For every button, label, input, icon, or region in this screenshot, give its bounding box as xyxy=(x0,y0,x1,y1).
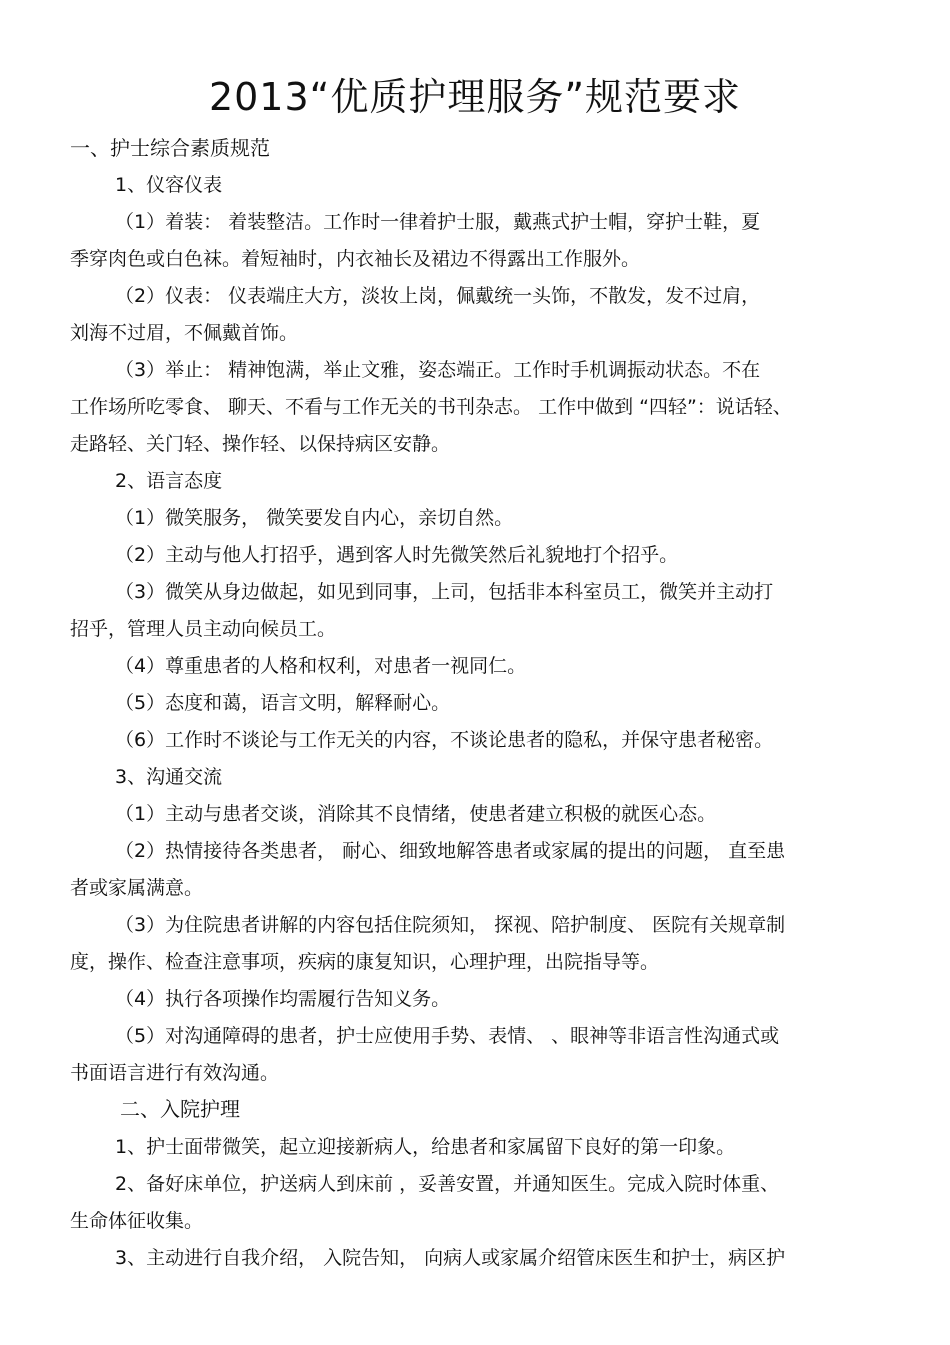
paragraph-line: （2）仪表： 仪表端庄大方，淡妆上岗，佩戴统一头饰，不散发，发不过肩， xyxy=(115,285,761,307)
paragraph-line: （3）为住院患者讲解的内容包括住院须知， 探视、陪护制度、 医院有关规章制 xyxy=(115,914,786,936)
paragraph-line: 度，操作、检查注意事项，疾病的康复知识，心理护理，出院指导等。 xyxy=(70,951,660,973)
paragraph-line: （1）着装： 着装整洁。工作时一律着护士服，戴燕式护士帽，穿护士鞋，夏 xyxy=(115,211,761,233)
paragraph-line: 刘海不过眉，不佩戴首饰。 xyxy=(70,322,299,344)
paragraph-line: （6）工作时不谈论与工作无关的内容，不谈论患者的隐私，并保守患者秘密。 xyxy=(115,729,774,751)
paragraph-line: （3）微笑从身边做起，如见到同事，上司，包括非本科室员工，微笑并主动打 xyxy=(115,581,774,603)
subsection-heading: 3、沟通交流 xyxy=(115,766,223,788)
paragraph-line: （1）微笑服务， 微笑要发自内心，亲切自然。 xyxy=(115,507,514,529)
paragraph-line: （4）尊重患者的人格和权利，对患者一视同仁。 xyxy=(115,655,527,677)
section-heading: 二、入院护理 xyxy=(120,1097,240,1121)
paragraph-line: （3）举止： 精神饱满，举止文雅，姿态端正。工作时手机调振动状态。不在 xyxy=(115,359,761,381)
paragraph-line: （2）热情接待各类患者， 耐心、细致地解答患者或家属的提出的问题， 直至患 xyxy=(115,840,786,862)
paragraph-line: （1）主动与患者交谈，消除其不良情绪，使患者建立积极的就医心态。 xyxy=(115,803,717,825)
paragraph-line: （4）执行各项操作均需履行告知义务。 xyxy=(115,988,451,1010)
paragraph-line: （2）主动与他人打招乎，遇到客人时先微笑然后礼貌地打个招乎。 xyxy=(115,544,679,566)
paragraph-line: 书面语言进行有效沟通。 xyxy=(70,1062,280,1084)
document-title: 2013“优质护理服务”规范要求 xyxy=(208,75,742,119)
paragraph-line: 季穿肉色或白色袜。着短袖时，内衣袖长及裙边不得露出工作服外。 xyxy=(70,248,641,270)
paragraph-line: 2、备好床单位，护送病人到床前 ，妥善安置，并通知医生。完成入院时体重、 xyxy=(115,1173,780,1195)
paragraph-line: （5）对沟通障碍的患者，护士应使用手势、表情、 、眼神等非语言性沟通式或 xyxy=(115,1025,780,1047)
paragraph-line: 生命体征收集。 xyxy=(70,1210,204,1232)
paragraph-line: （5）态度和蔼，语言文明，解释耐心。 xyxy=(115,692,451,714)
paragraph-line: 招乎，管理人员主动向候员工。 xyxy=(70,618,337,640)
subsection-heading: 1、仪容仪表 xyxy=(115,174,223,196)
subsection-heading: 2、语言态度 xyxy=(115,470,223,492)
paragraph-line: 工作场所吃零食、 聊天、不看与工作无关的书刊杂志。 工作中做到 “四轻”：说话轻、 xyxy=(70,396,792,418)
paragraph-line: 者或家属满意。 xyxy=(70,877,204,899)
paragraph-line: 走路轻、关门轻、操作轻、以保持病区安静。 xyxy=(70,433,451,455)
paragraph-line: 3、主动进行自我介绍， 入院告知， 向病人或家属介绍管床医生和护士，病区护 xyxy=(115,1247,786,1269)
section-heading: 一、护士综合素质规范 xyxy=(70,136,270,160)
paragraph-line: 1、护士面带微笑，起立迎接新病人，给患者和家属留下良好的第一印象。 xyxy=(115,1136,736,1158)
